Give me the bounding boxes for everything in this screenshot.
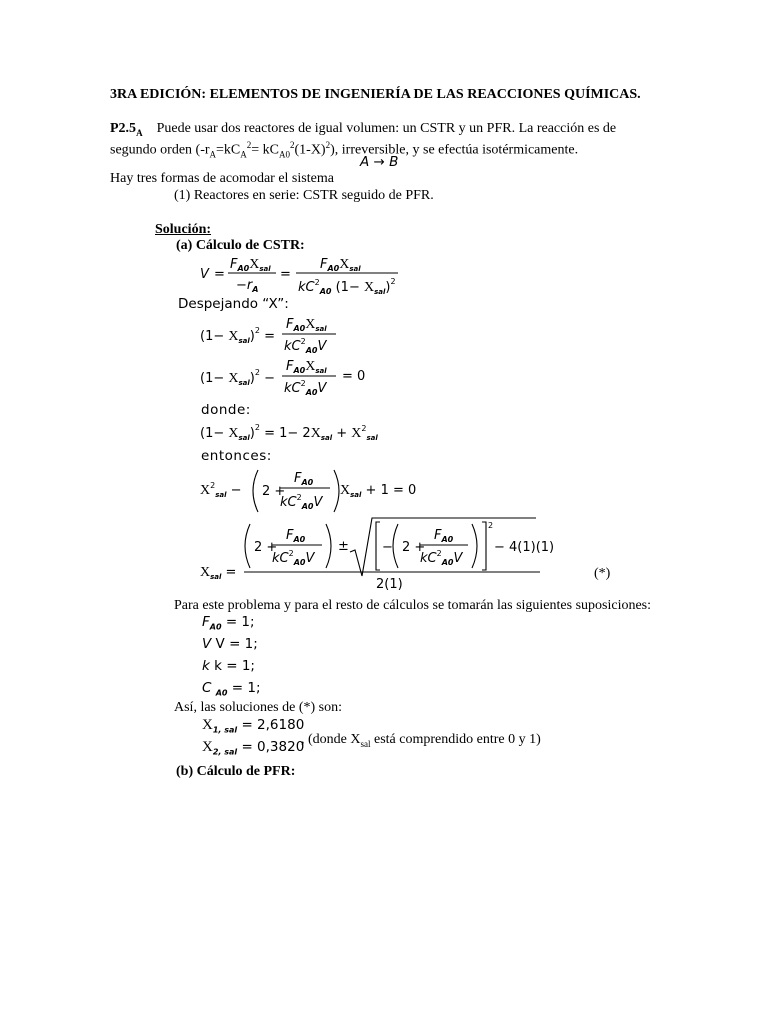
svg-text:= 0: = 0 (342, 369, 366, 384)
quadratic-form-equation (200, 466, 450, 516)
solutions-intro: Así, las soluciones de (*) son: (174, 700, 342, 715)
svg-text:=: = (214, 267, 225, 282)
svg-text:(1− Xsal)2 = 1− 2Xsal + X2sal: $(1- X_{sal})^2 = 1- 2X_{sal} + X^2_{sal}$ (200, 423, 378, 442)
svg-text:kC2A0V: $kC^2_{A0}V$ (280, 493, 323, 511)
svg-text:FA0: $F_{A0}$ (434, 528, 454, 544)
problem-id: P2.5 (110, 121, 137, 136)
cstr-design-equation (200, 254, 410, 300)
arrangement-item-1: (1) Reactores en serie: CSTR seguido de PFR. (174, 188, 434, 203)
problem-text-line1: Puede usar dos reactores de igual volumen: un CSTR y un PFR. La reacción es de (156, 121, 617, 136)
despejando-label: Despejando “X”: (178, 296, 289, 312)
solution-note: , (donde $X_{sal}$ está comprendido entre 0 y 1) (301, 732, 541, 749)
solution-x2: $X_{2, sal} = 0,3820$ (202, 739, 305, 757)
quadratic-step-2 (200, 356, 370, 398)
arrangements-intro: Hay tres formas de acomodar el sistema (110, 171, 334, 186)
svg-text:2 +: 2 + (262, 484, 286, 499)
problem-statement-line2: segundo orden $(-r_A=kC_A^2= kC_{A0}^2(1-X)^2)$, irreversible, y se efectúa isotérmicamente. (110, 140, 579, 160)
expansion-equation (200, 420, 400, 444)
quadratic-step-1 (200, 314, 350, 356)
svg-text:(1− Xsal)2 =: $(1- X_{sal})^2$ = (200, 326, 275, 345)
problem-statement-line1: $P2.5_A$ Puede usar dos reactores de igual volumen: un CSTR y un PFR. La reacción es de (110, 121, 617, 138)
quadratic-formula-solution (200, 514, 555, 592)
svg-text:Xsal + 1 = 0: $X_{sal} + 1 = 0$ (340, 483, 417, 499)
part-a-heading: (a) Cálculo de CSTR: (176, 238, 305, 253)
assumptions-intro: Para este problema y para el resto de cálculos se tomarán las siguientes suposiciones: (174, 598, 652, 613)
part-b-heading: (b) Cálculo de PFR: (176, 764, 296, 779)
assumption-k: k k = 1; (202, 658, 255, 674)
svg-text:FA0Xsal: $F_{A0}X_{sal}$ (286, 359, 327, 375)
svg-text:− 4(1)(1): − 4(1)(1) (494, 540, 555, 555)
svg-text:FA0: $F_{A0}$ (294, 471, 314, 487)
document-heading: 3RA EDICIÓN: ELEMENTOS DE INGENIERÍA DE LAS REACCIONES QUÍMICAS. (110, 87, 641, 102)
assumption-ca0: C $_{A0}$ = 1; (202, 680, 261, 698)
svg-text:=: = (280, 267, 291, 282)
svg-text:FA0Xsal: $F_{A0}X_{sal}$ (230, 257, 271, 273)
entonces-label: entonces: (201, 448, 272, 464)
svg-text:kC2A0 (1− Xsal)2: $kC^2_{A0}$ $(1- X_{sal})^2$ (298, 277, 396, 296)
equation-marker: (*) (594, 566, 611, 581)
assumption-fa0: $F_{A0} = 1$; (202, 614, 255, 632)
donde-label: donde: (201, 402, 251, 418)
svg-text:kC2A0V: $kC^2_{A0}V$ (284, 379, 327, 397)
svg-text:±: ± (338, 539, 349, 554)
svg-text:2 +: 2 + (254, 540, 278, 555)
svg-text:FA0: $F_{A0}$ (286, 528, 306, 544)
svg-text:−rA: $-r_A$ (236, 278, 259, 294)
svg-text:FA0Xsal: $F_{A0}X_{sal}$ (286, 317, 327, 333)
svg-text:2: 2 (488, 521, 494, 530)
svg-text:2(1): 2(1) (376, 577, 403, 592)
svg-text:kC2A0V: $kC^2_{A0}V$ (420, 549, 463, 567)
svg-text:kC2A0V: $kC^2_{A0}V$ (272, 549, 315, 567)
solution-title: Solución: (155, 222, 212, 237)
solution-x1: $X_{1, sal} = 2,6180$ (202, 717, 305, 735)
svg-text:FA0Xsal: $F_{A0}X_{sal}$ (320, 257, 361, 273)
svg-text:2 +: 2 + (402, 540, 426, 555)
svg-text:Xsal =: $X_{sal}$ = (200, 565, 237, 581)
svg-text:−: − (382, 540, 393, 555)
svg-text:V: V (200, 267, 209, 282)
svg-text:X2sal −: $X^2_{sal}$ − (200, 481, 242, 499)
assumption-v: V V = 1; (202, 636, 258, 652)
reaction-equation: A → B (360, 154, 399, 170)
svg-text:(1− Xsal)2 −: $(1- X_{sal})^2$ − (200, 368, 275, 387)
svg-text:kC2A0V: $kC^2_{A0}V$ (284, 337, 327, 355)
